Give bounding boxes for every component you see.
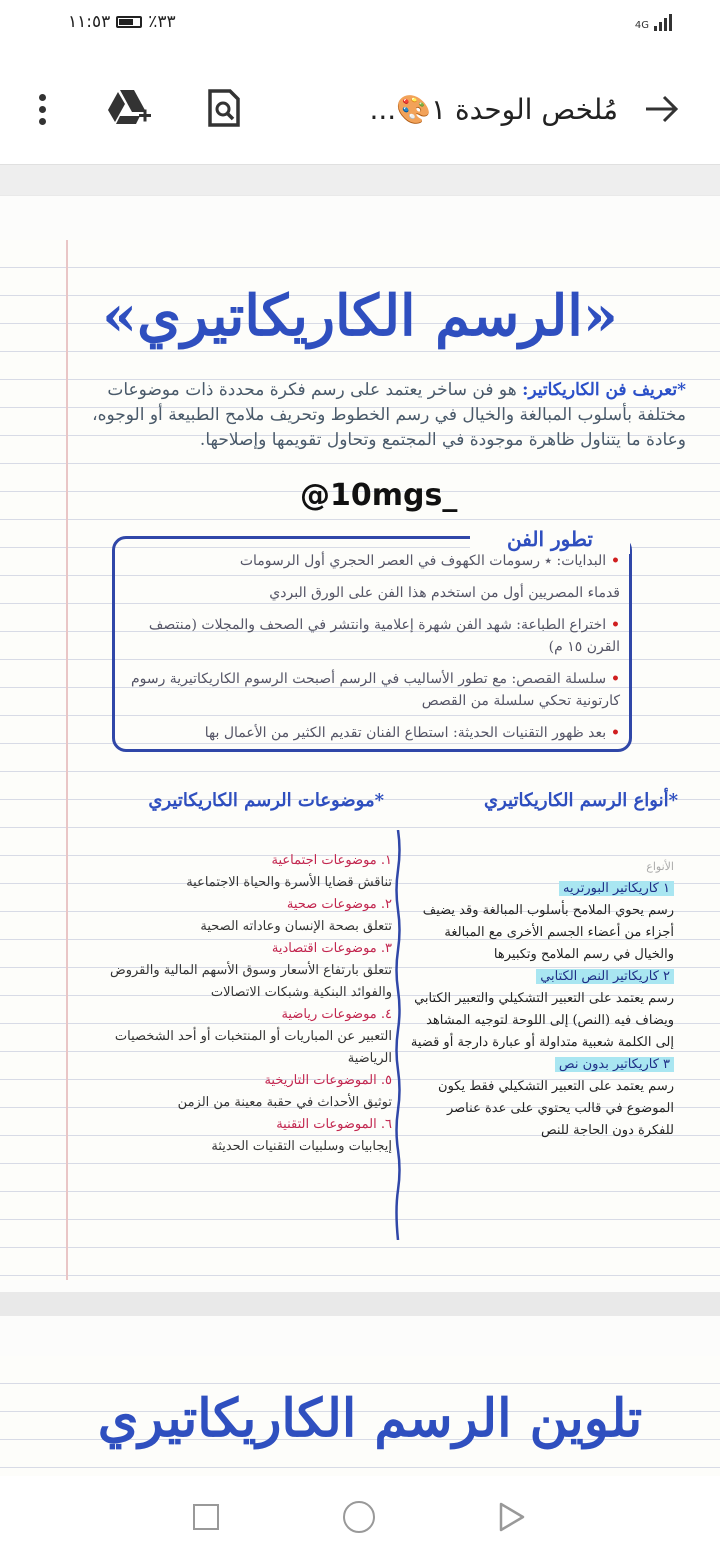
types-heading: *أنواع الرسم الكاريكاتيري <box>484 790 678 811</box>
status-left <box>68 12 176 32</box>
list-item: ١. موضوعات اجتماعية تناقش قضايا الأسرة والحياة الاجتماعية <box>186 853 392 890</box>
triangle-back-icon[interactable] <box>498 1501 526 1533</box>
list-item: ٣ كاريكاتير بدون نص رسم يعتمد على التعبير التشكيلي فقط يكون الموضوع في قالب يحتوي على عدة عناصر للفكرة دون الحاجة للنص <box>438 1057 674 1138</box>
add-to-drive-icon[interactable] <box>106 88 152 128</box>
battery-percent: ٪٣٣ <box>148 12 176 32</box>
list-item: ٤. موضوعات رياضية التعبير عن المباريات أو المنتخبات أو أحد الشخصيات الرياضية <box>114 1007 392 1066</box>
list-item: ٣. موضوعات اقتصادية تتعلق بارتفاع الأسعار وسوق الأسهم المالية والقروض والفوائد البنكية وشبكات الاتصالات <box>110 941 392 1000</box>
toolbar-divider <box>0 164 720 195</box>
list-item: • سلسلة القصص: مع تطور الأساليب في الرسم أصبحت الرسوم الكاريكاتيرية رسوم كارتونية تحكي سلسلة من القصص <box>130 671 620 709</box>
topics-heading: *موضوعات الرسم الكاريكاتيري <box>148 790 384 811</box>
search-in-doc-icon[interactable] <box>206 88 242 128</box>
more-vert-icon[interactable] <box>36 94 48 130</box>
page-2-title: تلوين الرسم الكاريكاتيري <box>97 1388 643 1449</box>
network-label: 4G <box>634 20 649 31</box>
square-icon[interactable] <box>193 1504 219 1530</box>
list-item: ٢. موضوعات صحية تتعلق بصحة الإنسان وعاداته الصحية <box>200 897 392 934</box>
circle-icon[interactable] <box>343 1501 375 1533</box>
status-bar <box>0 0 720 56</box>
battery-icon <box>116 16 142 28</box>
signal-icon <box>635 14 672 31</box>
page-title: «الرسم الكاريكاتيري» <box>102 283 618 349</box>
list-item: قدماء المصريين أول من استخدم هذا الفن على الورق البردي <box>269 585 620 601</box>
list-item: ١ كاريكاتير البورتريه رسم يحوي الملامح بأسلوب المبالغة وقد يضيف أجزاء من أعضاء الجسم الأخرى مع المبالغة والخيال في رسم الملامح وتكبيرها <box>422 881 674 962</box>
list-item: • اختراع الطباعة: شهد الفن شهرة إعلامية وانتشر في الصحف والمجلات (منتصف القرن ١٥ م) <box>148 617 620 655</box>
document-title: مُلخص الوحدة ١🎨... <box>369 93 618 126</box>
list-item: ٦. الموضوعات التقنية إيجابيات وسلبيات التقنيات الحديثة <box>211 1117 392 1154</box>
author-watermark: @10mgs_ <box>300 478 458 513</box>
list-item: ٢ كاريكاتير النص الكتابي رسم يعتمد على التعبير التشكيلي والتعبير الكتابي ويضاف فيه (النص) إلى اللوحة لتوجيه المشاهد إلى الكلمة شعبية متداولة أو عبارة دارجة أو قضية <box>410 969 674 1050</box>
column-divider <box>395 830 401 1240</box>
list-item: ٥. الموضوعات التاريخية توثيق الأحداث في حقبة معينة من الزمن <box>177 1073 392 1110</box>
development-title: تطور الفن <box>470 524 630 554</box>
margin-line <box>66 240 68 1280</box>
definition-heading: *تعريف فن الكاريكاتير: <box>522 380 686 400</box>
definition-body: هو فن ساخر يعتمد على رسم فكرة محددة ذات موضوعات مختلفة بأسلوب المبالغة والخيال في رسم الخطوط وتحريف ملامح الطبيعة أو الوجوه، وعادة ما يتناول ظاهرة موجودة في المجتمع وتحاول تقويمها وإصلاحها. <box>92 380 686 450</box>
back-arrow-icon[interactable] <box>644 94 680 124</box>
types-list <box>408 856 674 1142</box>
topics-list <box>100 850 392 1158</box>
development-list <box>126 550 620 754</box>
definition-paragraph <box>88 378 686 453</box>
list-item: • بعد ظهور التقنيات الحديثة: استطاع الفنان تقديم الكثير من الأعمال بها <box>204 725 620 741</box>
list-item: • البدايات: ٭ رسومات الكهوف في العصر الحجري أول الرسومات <box>239 553 620 569</box>
types-subtitle: الأنواع <box>646 860 674 873</box>
clock: ١١:٥٣ <box>68 12 111 32</box>
